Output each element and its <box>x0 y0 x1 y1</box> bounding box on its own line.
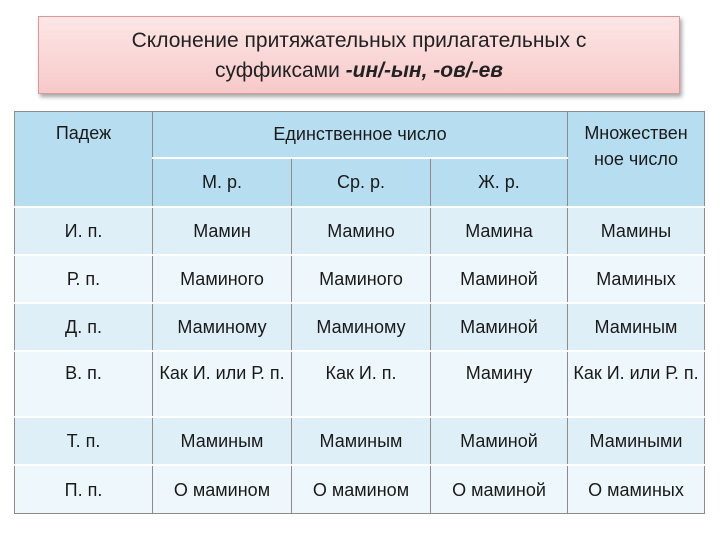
table-row <box>15 351 705 417</box>
header-case: Падеж <box>15 112 153 207</box>
neut-cell: Как И. п. <box>292 351 431 417</box>
header-plural: Множествен ное число <box>568 112 705 207</box>
plural-cell: Маминых <box>568 255 705 303</box>
case-cell: В. п. <box>15 351 153 417</box>
title-box <box>38 16 680 94</box>
plural-cell: Мамиными <box>568 417 705 465</box>
header-singular: Единственное число <box>153 112 568 158</box>
case-cell: Р. п. <box>15 255 153 303</box>
declension-table <box>14 111 705 514</box>
neut-cell: Маминым <box>292 417 431 465</box>
masc-cell: Мамин <box>153 207 292 255</box>
neut-cell: Маминого <box>292 255 431 303</box>
masc-cell: Как И. или Р. п. <box>153 351 292 417</box>
header-fem: Ж. р. <box>431 158 568 207</box>
case-cell: Д. п. <box>15 303 153 351</box>
fem-cell: Маминой <box>431 303 568 351</box>
table-row <box>15 303 705 351</box>
title-line-2 <box>39 56 679 86</box>
neut-cell: О мамином <box>292 465 431 513</box>
neut-cell: Мамино <box>292 207 431 255</box>
fem-cell: Мамину <box>431 351 568 417</box>
neut-cell: Маминому <box>292 303 431 351</box>
table-row <box>15 465 705 513</box>
title-line-2-prefix: суффиксами <box>215 59 346 82</box>
fem-cell: Маминой <box>431 417 568 465</box>
header-neut: Ср. р. <box>292 158 431 207</box>
case-cell: И. п. <box>15 207 153 255</box>
case-cell: П. п. <box>15 465 153 513</box>
plural-cell: Как И. или Р. п. <box>568 351 705 417</box>
table-row <box>15 417 705 465</box>
table-row <box>15 255 705 303</box>
masc-cell: Маминого <box>153 255 292 303</box>
header-masc: М. р. <box>153 158 292 207</box>
case-cell: Т. п. <box>15 417 153 465</box>
plural-cell: Мамины <box>568 207 705 255</box>
plural-cell: Маминым <box>568 303 705 351</box>
masc-cell: О мамином <box>153 465 292 513</box>
masc-cell: Маминому <box>153 303 292 351</box>
fem-cell: Мамина <box>431 207 568 255</box>
table-row <box>15 207 705 255</box>
fem-cell: Маминой <box>431 255 568 303</box>
masc-cell: Маминым <box>153 417 292 465</box>
fem-cell: О маминой <box>431 465 568 513</box>
title-line-1: Склонение притяжательных прилагательных с <box>131 29 587 52</box>
title-suffixes: -ин/-ын, -ов/-ев <box>345 59 503 82</box>
plural-cell: О маминых <box>568 465 705 513</box>
